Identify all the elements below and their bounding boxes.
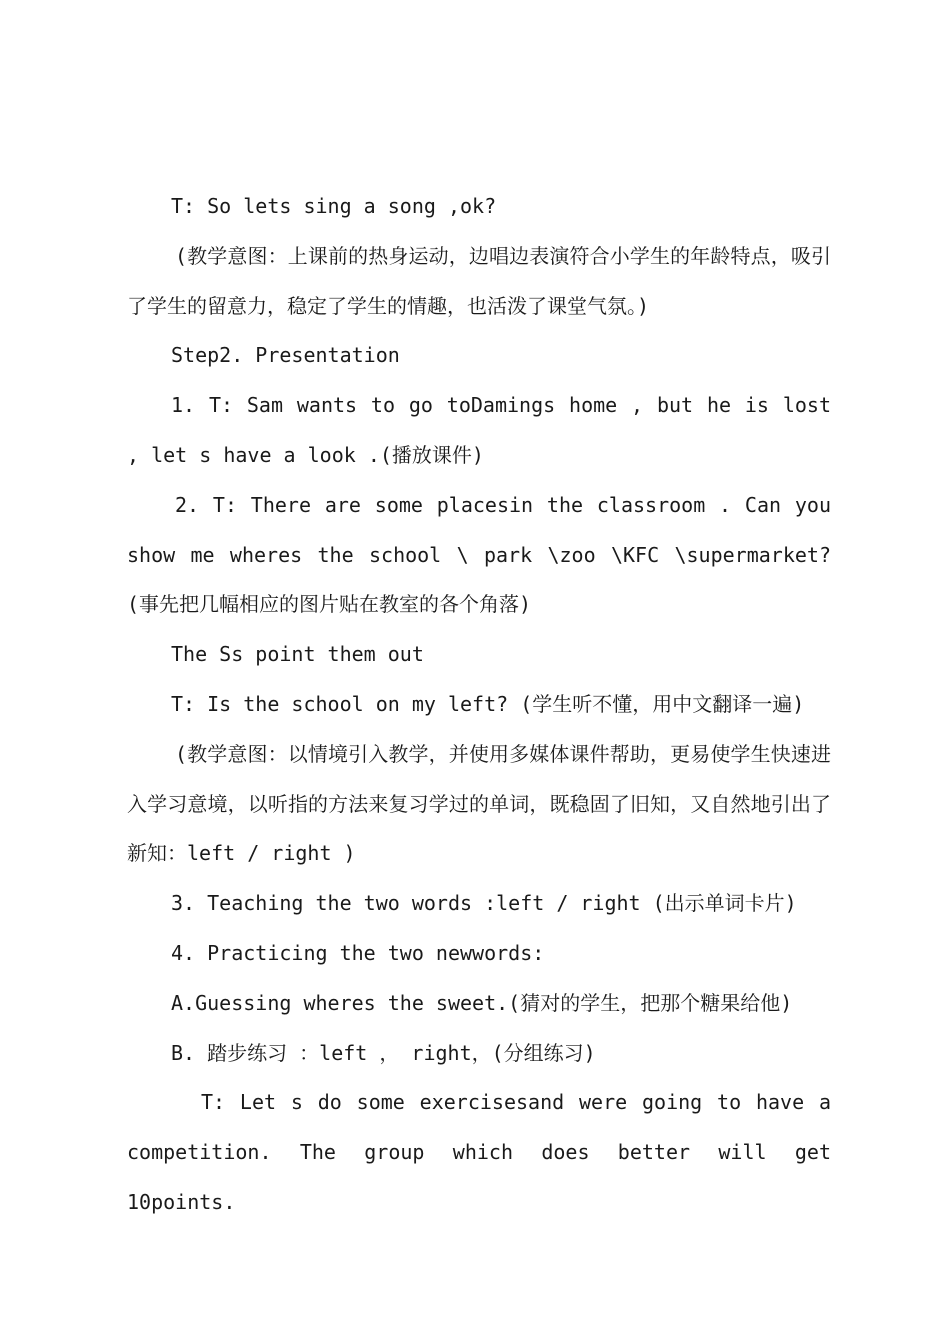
- dialogue-sing-song: T: So lets sing a song ,ok?: [171, 194, 497, 218]
- item-2-places: 2. T: There are some placesin the classroom . Can you show me wheres the school \ park \zoo \KFC \supermarket? (事先把几幅相应的图片贴在教室的各个角落): [127, 492, 831, 617]
- teaching-intent-warmup: (教学意图：上课前的热身运动，边唱边表演符合小学生的年龄特点，吸引了学生的留意力，稳定了学生的情趣，也活泼了课堂气氛。): [127, 243, 831, 318]
- item-1-sam-lost: 1. T: Sam wants to go toDamings home , but he is lost , let s have a look .(播放课件): [127, 393, 831, 467]
- item-4-practicing: 4. Practicing the two newwords:: [171, 940, 545, 965]
- teaching-intent-context: (教学意图：以情境引入教学，并使用多媒体课件帮助，更易使学生快速进入学习意境，以听指的方法来复习学过的单词，既稳固了旧知，又自然地引出了新知：left / right ): [127, 741, 831, 866]
- activity-b-stepping: B. 踏步练习 ：left ， right，(分组练习): [171, 1040, 596, 1065]
- document-body: [127, 182, 831, 1228]
- dialogue-competition: T: Let s do some exercisesand were going to have a competition. The group which does better will get 10points.: [127, 1090, 831, 1214]
- dialogue-school-left: T: Is the school on my left? (学生听不懂，用中文翻译一遍): [171, 691, 805, 716]
- step2-heading: Step2. Presentation: [171, 343, 400, 368]
- students-point-out: The Ss point them out: [171, 642, 424, 667]
- item-3-teaching-words: 3. Teaching the two words :left / right (出示单词卡片): [171, 891, 797, 916]
- activity-a-guessing: A.Guessing wheres the sweet.(猜对的学生，把那个糖果给他): [171, 990, 793, 1015]
